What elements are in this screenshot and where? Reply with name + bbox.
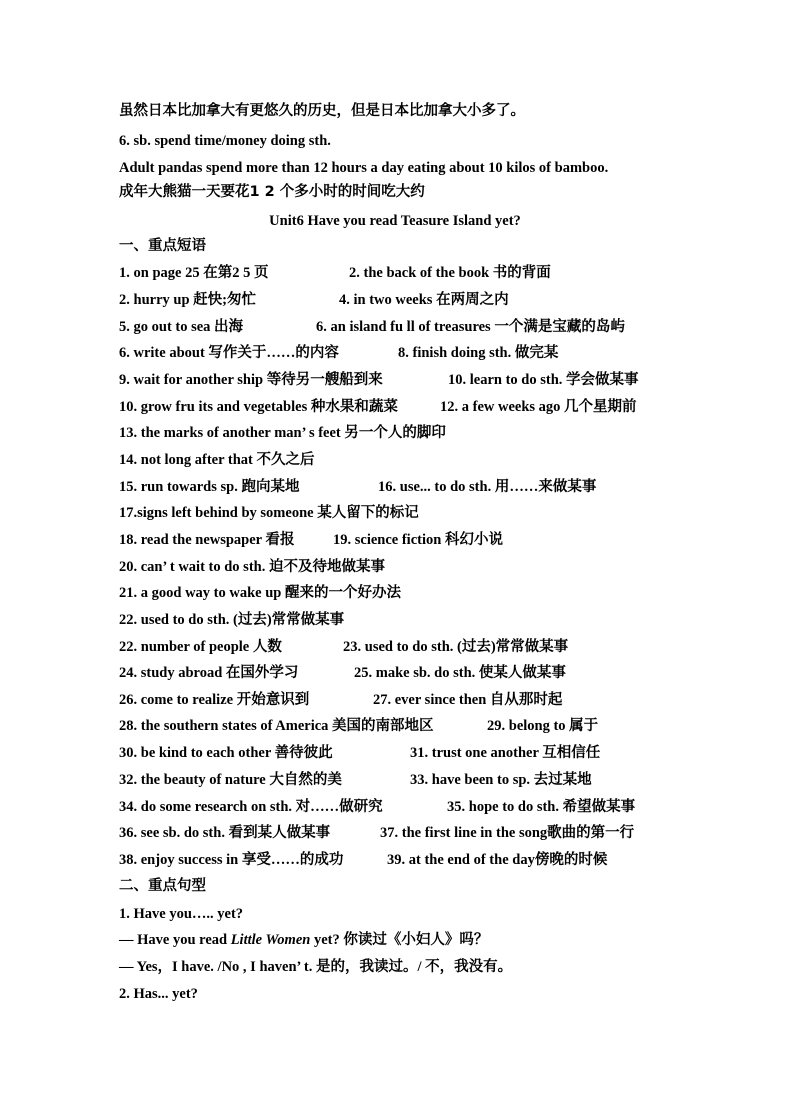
phrase-item: 24. study abroad 在国外学习	[119, 665, 299, 681]
section-1-title: 一、重点短语	[119, 238, 206, 254]
phrase-item: 6. an island fu ll of treasures 一个满是宝藏的岛屿	[316, 319, 625, 335]
phrase-item: 21. a good way to wake up 醒来的一个好办法	[119, 585, 401, 601]
phrase-item: 38. enjoy success in 享受……的成功	[119, 852, 344, 868]
sentence-1: 1. Have you….. yet?	[119, 906, 244, 922]
phrase-item: 2. the back of the book 书的背面	[349, 265, 551, 281]
phrase-item: 25. make sb. do sth. 使某人做某事	[354, 665, 566, 681]
phrase-item: 36. see sb. do sth. 看到某人做某事	[119, 825, 331, 841]
phrase-item: 20. can’ t wait to do sth. 迫不及待地做某事	[119, 559, 385, 575]
phrase-item: 14. not long after that 不久之后	[119, 452, 315, 468]
unit-title: Unit6 Have you read Teasure Island yet?	[269, 213, 521, 229]
phrase-item: 22. number of people 人数	[119, 639, 282, 655]
phrase-item: 31. trust one another 互相信任	[410, 745, 601, 761]
intro-line-1: 虽然日本比加拿大有更悠久的历史，但是日本比加拿大小多了。	[119, 103, 525, 119]
phrase-item: 35. hope to do sth. 希望做某事	[447, 799, 636, 815]
phrase-item: 17.signs left behind by someone 某人留下的标记	[119, 505, 419, 521]
phrase-item: 28. the southern states of America 美国的南部地区	[119, 718, 434, 734]
phrase-item: 6. write about 写作关于……的内容	[119, 345, 339, 361]
phrase-item: 23. used to do sth. (过去)常常做某事	[343, 639, 569, 655]
phrase-item: 29. belong to 属于	[487, 718, 599, 734]
phrase-item: 8. finish doing sth. 做完某	[398, 345, 559, 361]
section-2-title: 二、重点句型	[119, 878, 206, 894]
phrase-item: 30. be kind to each other 善待彼此	[119, 745, 333, 761]
phrase-item: 15. run towards sp. 跑向某地	[119, 479, 300, 495]
question-prefix: — Have you read	[119, 932, 231, 948]
phrase-item: 22. used to do sth. (过去)常常做某事	[119, 612, 345, 628]
phrase-item: 9. wait for another ship 等待另一艘船到来	[119, 372, 383, 388]
phrase-item: 5. go out to sea 出海	[119, 319, 244, 335]
phrase-item: 13. the marks of another man’ s feet 另一个人的脚印	[119, 425, 446, 441]
phrase-item: 39. at the end of the day傍晚的时候	[387, 852, 608, 868]
phrase-item: 18. read the newspaper 看报	[119, 532, 295, 548]
phrase-item: 16. use... to do sth. 用……来做某事	[378, 479, 597, 495]
sentence-1-answer: — Yes，I have. /No , I haven’ t. 是的，我读过。/ 不，我没有。	[119, 959, 513, 975]
phrase-item: 4. in two weeks 在两周之内	[339, 292, 509, 308]
phrase-item: 12. a few weeks ago 几个星期前	[440, 399, 637, 415]
phrase-item: 34. do some research on sth. 对……做研究	[119, 799, 383, 815]
phrase-item: 19. science fiction 科幻小说	[333, 532, 503, 548]
phrase-item: 1. on page 25 在第2 5 页	[119, 265, 269, 281]
intro-line-2: 6. sb. spend time/money doing sth.	[119, 133, 331, 149]
phrase-item: 26. come to realize 开始意识到	[119, 692, 310, 708]
phrase-item: 32. the beauty of nature 大自然的美	[119, 772, 342, 788]
phrase-item: 37. the first line in the song歌曲的第一行	[380, 825, 635, 841]
phrase-item: 27. ever since then 自从那时起	[373, 692, 563, 708]
phrase-item: 2. hurry up 赶快;匆忙	[119, 292, 256, 308]
question-suffix: yet? 你读过《小妇人》吗？	[310, 932, 489, 948]
phrase-item: 33. have been to sp. 去过某地	[410, 772, 592, 788]
intro-line-4: 成年大熊猫一天要花1 2 个多小时的时间吃大约	[119, 184, 425, 200]
phrase-item: 10. learn to do sth. 学会做某事	[448, 372, 639, 388]
book-title: Little Women	[230, 932, 311, 948]
sentence-1-question	[119, 930, 770, 950]
intro-line-3: Adult pandas spend more than 12 hours a day eating about 10 kilos of bamboo.	[119, 160, 609, 176]
phrase-item: 10. grow fru its and vegetables 种水果和蔬菜	[119, 399, 398, 415]
sentence-2: 2. Has... yet?	[119, 986, 198, 1002]
